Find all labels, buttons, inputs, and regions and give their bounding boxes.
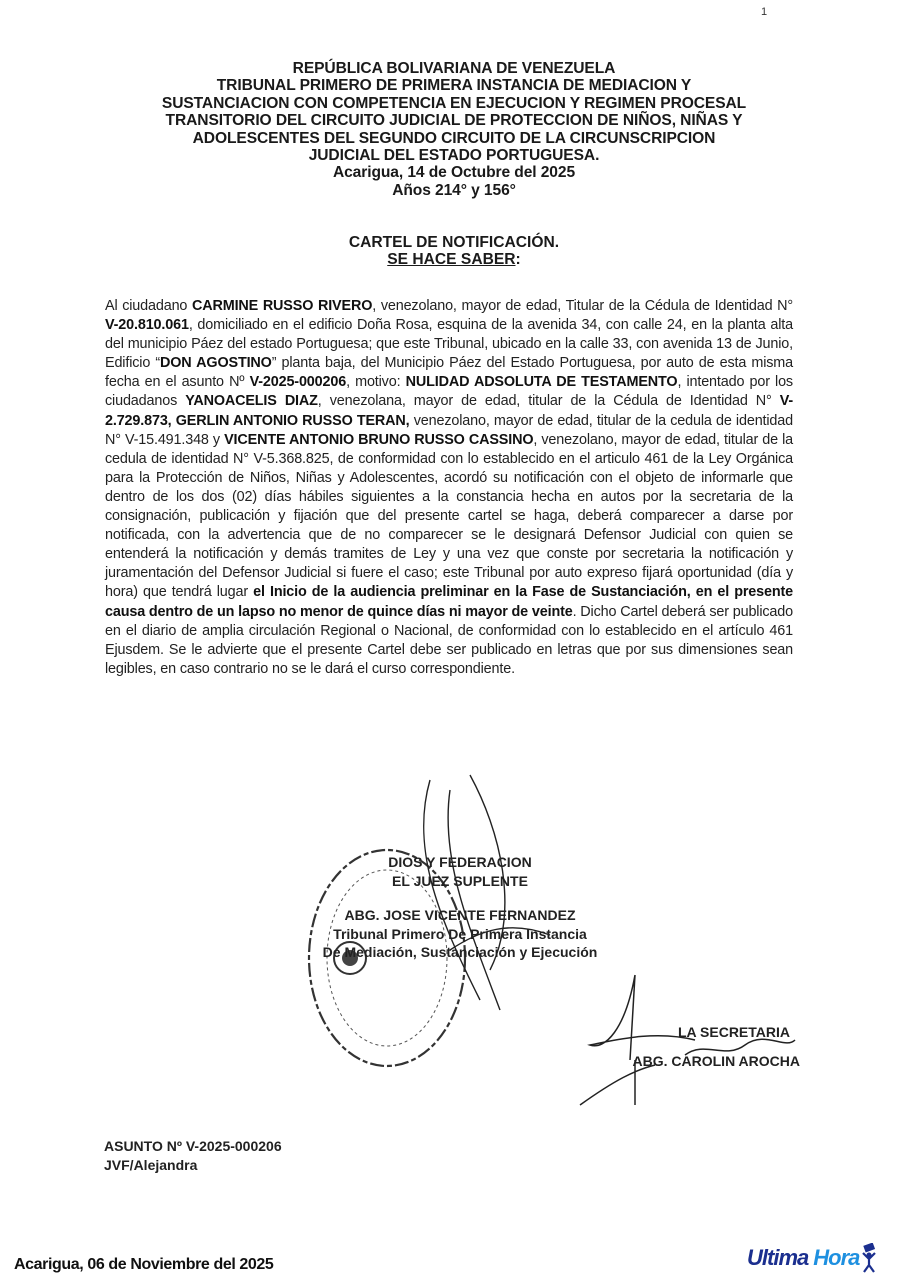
plaintiff-name-1: YANOACELIS DIAZ (185, 393, 318, 410)
document-subtitle: SE HACE SABER (387, 251, 516, 268)
body-text: . Dicho Cartel deberá ser publicado en el diario de amplia circulación Regional o Nacional, de conformidad con lo establecido en el artículo 461 Ejusdem. Se le advierte que el presente Cartel debe ser publicado en letras que por sus dimensiones sean legibles, en caso contrario no se le dará el curso correspondiente. (105, 603, 793, 677)
header-years: Años 214° y 156° (392, 181, 516, 199)
judge-name: ABG. JOSE VICENTE FERNANDEZ (344, 907, 576, 923)
notified-person-id: V-20.810.061 (105, 317, 189, 334)
body-text: , motivo: (346, 374, 406, 391)
body-text: Al ciudadano (105, 298, 192, 314)
notification-body (105, 297, 793, 679)
case-footer (104, 1137, 282, 1175)
judge-motto: DIOS Y FEDERACION (388, 854, 532, 870)
secretary-name: ABG. CAROLIN AROCHA (632, 1053, 800, 1069)
body-text: , venezolana, mayor de edad, titular de la Cédula de Identidad N° (317, 393, 780, 410)
ultima-hora-logo (747, 1243, 878, 1273)
newspaper-carrier-icon (860, 1243, 878, 1273)
judge-role: EL JUEZ SUPLENTE (392, 872, 528, 889)
logo-word-ultima: Ultima (747, 1245, 809, 1270)
plaintiff-id-and-name-2: V-2.729.873, GERLIN ANTONIO RUSSO TERAN, (105, 393, 793, 429)
page-number: 1 (761, 6, 768, 18)
notified-person-name: CARMINE RUSSO RIVERO (192, 298, 373, 314)
header-line-court-1: TRIBUNAL PRIMERO DE PRIMERA INSTANCIA DE MEDIACION Y (216, 77, 692, 95)
building-name: DON AGOSTINO (160, 355, 272, 372)
document-title-block (100, 234, 808, 268)
logo-word-hora: Hora (813, 1245, 860, 1270)
header-line-court-2: SUSTANCIACION CON COMPETENCIA EN EJECUCION Y REGIMEN PROCESAL (161, 94, 747, 112)
secretary-signature-block (590, 1022, 800, 1072)
subtitle-colon: : (515, 251, 521, 268)
header-line-court-3: TRANSITORIO DEL CIRCUITO JUDICIAL DE PROTECCION DE NIÑOS, NIÑAS Y (165, 112, 743, 130)
judge-signature-block (280, 853, 640, 962)
header-line-court-4: ADOLESCENTES DEL SEGUNDO CIRCUITO DE LA CIRCUNSCRIPCION (192, 129, 716, 147)
court-header (100, 60, 808, 199)
judge-court-line-2: De Mediación, Sustanciación y Ejecución (322, 944, 598, 960)
case-footer-asunto: ASUNTO Nº V-2025-000206 (104, 1138, 282, 1154)
document-title: CARTEL DE NOTIFICACIÓN. (348, 234, 560, 251)
header-line-republic: REPÚBLICA BOLIVARIANA DE VENEZUELA (292, 60, 616, 77)
secretary-role: LA SECRETARIA (678, 1024, 790, 1040)
body-text: , venezolano, mayor de edad, Titular de la Cédula de Identidad N° (372, 298, 793, 314)
case-number: V-2025-000206 (249, 374, 347, 391)
header-date: Acarigua, 14 de Octubre del 2025 (332, 164, 576, 182)
body-text: ” planta baja, del Municipio Páez del Estado Portuguesa, por auto de esta misma fecha en el asunto Nº (105, 355, 793, 391)
plaintiff-name-3: VICENTE ANTONIO BRUNO RUSSO CASSINO (224, 431, 534, 448)
body-text: , venezolano, mayor de edad, titular de la cedula de identidad N° V-5.368.825, de conformidad con lo establecido en el articulo 461 de la Ley Orgánica para la Protección de Niños, Niñas y Adolescentes, acordó su notificación con el objeto de informarle que dentro de los dos (02) días hábiles siguientes a la constancia hecha en autos por la secretaria de la consignación, publicación y fijación que del presente cartel se haga, deberá comparecer a darse por notificada, con la advertencia que de no comparecer se le designará Defensor Judicial con quien se entenderá la notificación y demás tramites de Ley y una vez que conste por secretaria la notificación y juramentación del Defensor Judicial si fuere el caso; este Tribunal por auto expreso fijará oportunidad (día y hora) que tendrá lugar (105, 431, 793, 601)
publication-date: Acarigua, 06 de Noviembre del 2025 (14, 1256, 274, 1273)
body-text: , domiciliado en el edificio Doña Rosa, esquina de la avenida 34, con calle 24, en la planta alta del municipio Páez del estado Portuguesa; que este Tribunal, ubicado en la calle 33, con avenida 13 de Junio, Edificio “ (105, 317, 793, 372)
judge-court-line-1: Tribunal Primero De Primera Instancia (333, 925, 587, 942)
hearing-clause: el Inicio de la audiencia preliminar en la Fase de Sustanciación, en el presente causa dentro de un lapso no menor de quince días ni mayor de veinte (105, 584, 793, 620)
header-line-court-5: JUDICIAL DEL ESTADO PORTUGUESA. (308, 147, 600, 165)
body-text: , intentado por los ciudadanos (105, 374, 793, 410)
case-motive: NULIDAD ADSOLUTA DE TESTAMENTO (405, 374, 678, 391)
body-text: venezolano, mayor de edad, titular de la cedula de identidad N° V-15.491.348 y (105, 412, 793, 448)
case-footer-initials: JVF/Alejandra (104, 1157, 198, 1173)
